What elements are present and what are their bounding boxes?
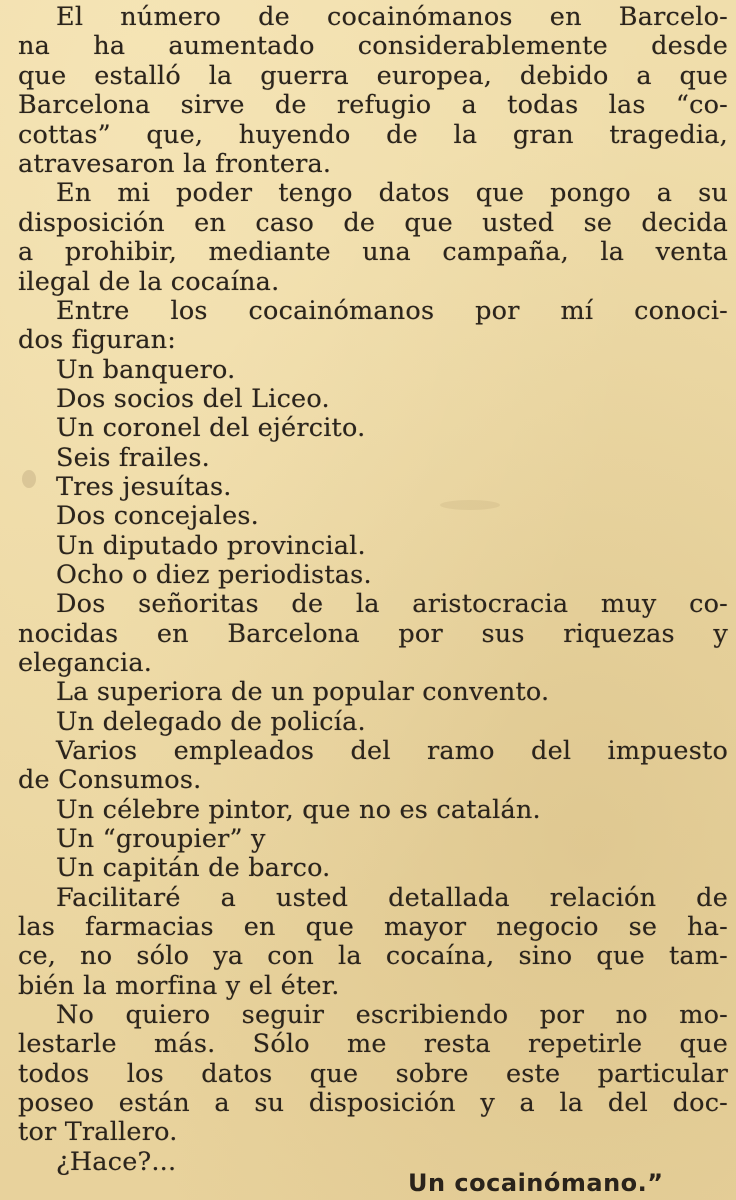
text-line: Entre los cocainómanos por mí conoci-: [56, 296, 728, 326]
list-item: Un delegado de policía.: [56, 707, 366, 737]
list-item: Seis frailes.: [56, 443, 210, 473]
text-line: na ha aumentado considerablemente desde: [18, 31, 728, 61]
text-line: bién la morfina y el éter.: [18, 971, 340, 1001]
list-item: Dos señoritas de la aristocracia muy co-: [56, 589, 728, 619]
text-line: tor Trallero.: [18, 1117, 178, 1147]
text-line: En mi poder tengo datos que pongo a su: [56, 178, 728, 208]
list-item: La superiora de un popular convento.: [56, 677, 550, 707]
text-line: El número de cocainómanos en Barcelo-: [56, 2, 728, 32]
signature-line: Un cocainómano.”: [408, 1169, 664, 1197]
text-line: disposición en caso de que usted se decida: [18, 208, 728, 238]
text-line: ce, no sólo ya con la cocaína, sino que tam-: [18, 941, 728, 971]
text-line: nocidas en Barcelona por sus riquezas y: [18, 619, 728, 649]
text-line: Facilitaré a usted detallada relación de: [56, 883, 728, 913]
text-line: lestarle más. Sólo me resta repetirle que: [18, 1029, 728, 1059]
text-line: elegancia.: [18, 648, 153, 678]
text-line: que estalló la guerra europea, debido a que: [18, 61, 728, 91]
ink-smudge: [440, 500, 500, 510]
list-item: Varios empleados del ramo del impuesto: [56, 736, 728, 766]
list-item: Un coronel del ejército.: [56, 413, 366, 443]
text-line: ilegal de la cocaína.: [18, 267, 280, 297]
list-item: Tres jesuítas.: [56, 472, 232, 502]
text-line: de Consumos.: [18, 765, 202, 795]
text-line: poseo están a su disposición y a la del doc-: [18, 1088, 728, 1118]
list-item: Ocho o diez periodistas.: [56, 560, 372, 590]
list-item: Un “groupier” y: [56, 824, 266, 854]
ink-smudge: [22, 470, 36, 488]
text-line: todos los datos que sobre este particular: [18, 1059, 728, 1089]
list-item: Un banquero.: [56, 355, 236, 385]
text-line: dos figuran:: [18, 325, 177, 355]
list-item: Un célebre pintor, que no es catalán.: [56, 795, 541, 825]
text-line: a prohibir, mediante una campaña, la venta: [18, 237, 728, 267]
list-item: Dos socios del Liceo.: [56, 384, 330, 414]
text-line: No quiero seguir escribiendo por no mo-: [56, 1000, 728, 1030]
text-line: Barcelona sirve de refugio a todas las “co-: [18, 90, 728, 120]
text-line: ¿Hace?...: [56, 1147, 177, 1177]
text-line: las farmacias en que mayor negocio se ha-: [18, 912, 728, 942]
list-item: Un capitán de barco.: [56, 853, 331, 883]
list-item: Un diputado provincial.: [56, 531, 366, 561]
text-line: cottas” que, huyendo de la gran tragedia,: [18, 120, 728, 150]
list-item: Dos concejales.: [56, 501, 259, 531]
text-line: atravesaron la frontera.: [18, 149, 332, 179]
